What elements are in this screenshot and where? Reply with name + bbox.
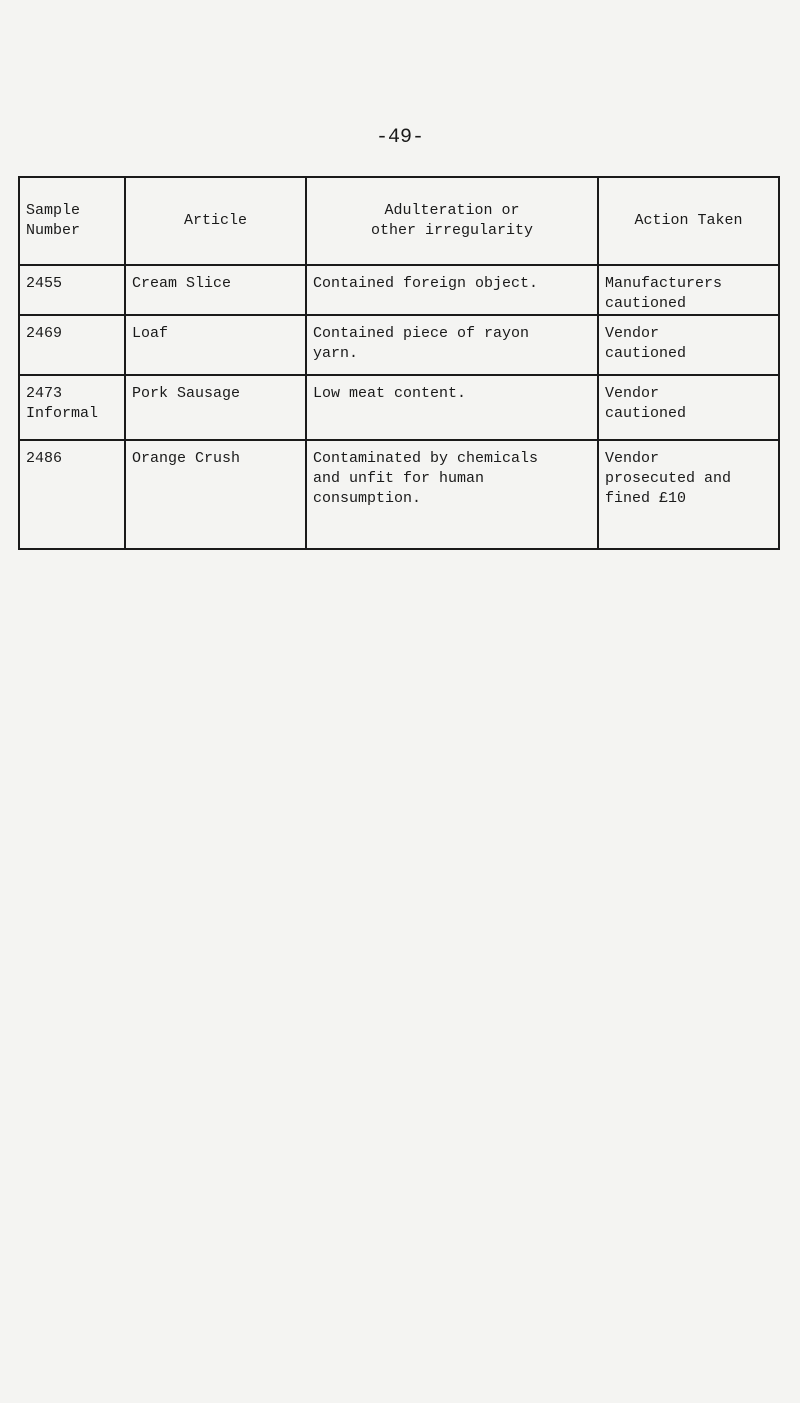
table-header-row (19, 177, 779, 265)
cell-irregularity: Contaminated by chemicals and unfit for human consumption. (306, 440, 598, 549)
page-number: -49- (375, 126, 424, 149)
cell-article: Orange Crush (125, 440, 306, 549)
cell-sample-number: 2473 Informal (19, 375, 125, 440)
cell-sample-number: 2469 (19, 315, 125, 375)
table-row (19, 440, 779, 549)
cell-irregularity: Contained foreign object. (306, 265, 598, 315)
cell-irregularity: Low meat content. (306, 375, 598, 440)
header-sample-number: Sample Number (19, 177, 125, 265)
cell-action: Manufacturers cautioned (598, 265, 779, 315)
cell-article: Cream Slice (125, 265, 306, 315)
header-article: Article (125, 177, 306, 265)
samples-table (18, 176, 780, 550)
table-row (19, 315, 779, 375)
cell-action: Vendor cautioned (598, 315, 779, 375)
cell-article: Pork Sausage (125, 375, 306, 440)
cell-irregularity: Contained piece of rayon yarn. (306, 315, 598, 375)
table-row (19, 375, 779, 440)
table-row (19, 265, 779, 315)
cell-article: Loaf (125, 315, 306, 375)
header-irregularity: Adulteration or other irregularity (306, 177, 598, 265)
header-action-taken: Action Taken (598, 177, 779, 265)
cell-action: Vendor prosecuted and fined £10 (598, 440, 779, 549)
cell-sample-number: 2455 (19, 265, 125, 315)
cell-action: Vendor cautioned (598, 375, 779, 440)
cell-sample-number: 2486 (19, 440, 125, 549)
